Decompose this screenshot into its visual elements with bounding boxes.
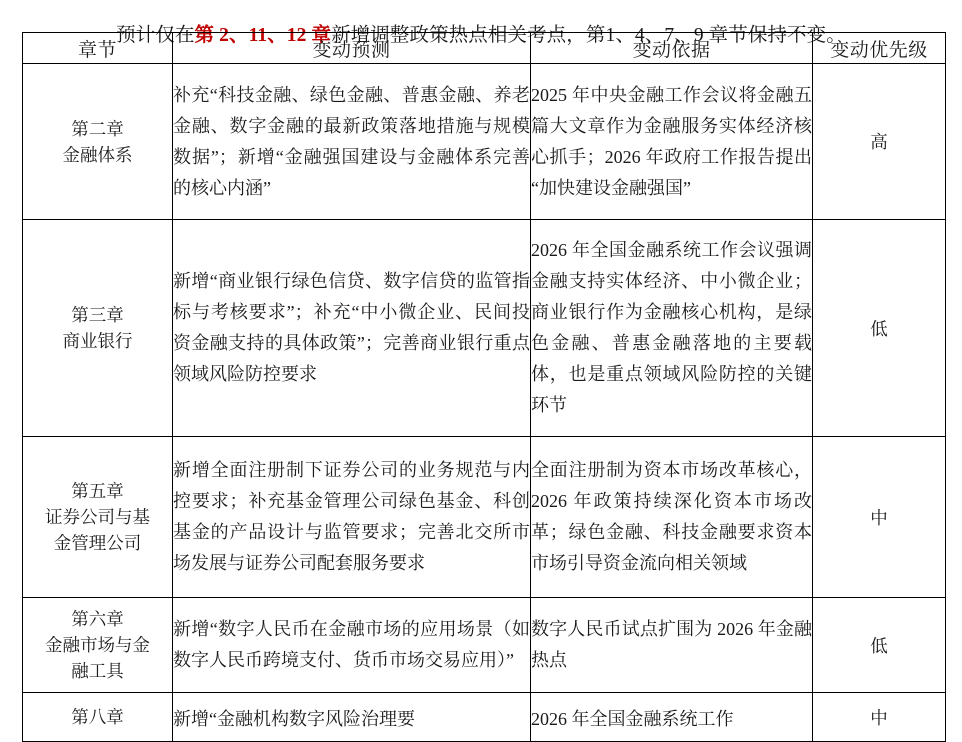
change-forecast-table-container — [22, 32, 945, 742]
cell-basis: 2025 年中央金融工作会议将金融五篇大文章作为金融服务实体经济核心抓手；2026 年政府工作报告提出“加快建设金融强国” — [531, 64, 813, 220]
cell-basis: 数字人民币试点扩围为 2026 年金融热点 — [531, 598, 813, 693]
lead-highlight-chapters: 第 2、11、12 章 — [194, 24, 332, 46]
chapter-line: 第三章 — [71, 305, 124, 325]
column-header-basis: 变动依据 — [531, 33, 813, 64]
cell-forecast: 补充“科技金融、绿色金融、普惠金融、养老金融、数字金融的最新政策落地措施与规模数据”；新增“金融强国建设与金融体系完善的核心内涵” — [173, 64, 531, 220]
cell-forecast: 新增“商业银行绿色信贷、数字信贷的监管指标与考核要求”；补充“中小微企业、民间投资金融支持的具体政策”；完善商业银行重点领域风险防控要求 — [173, 220, 531, 437]
cell-chapter — [23, 64, 173, 220]
chapter-line: 第八章 — [71, 707, 124, 727]
cell-basis: 2026 年全国金融系统工作 — [531, 693, 813, 742]
cell-priority: 低 — [813, 598, 946, 693]
chapter-line: 金管理公司 — [53, 533, 142, 553]
chapter-line: 第五章 — [71, 481, 124, 501]
chapter-line: 金融体系 — [62, 144, 133, 165]
cell-forecast: 新增“数字人民币在金融市场的应用场景（如数字人民币跨境支付、货币市场交易应用）” — [173, 598, 531, 693]
chapter-line: 金融市场与金 — [45, 635, 150, 655]
chapter-line: 第二章 — [71, 118, 124, 139]
table-row — [23, 64, 946, 220]
table-row — [23, 693, 946, 742]
cell-priority: 低 — [813, 220, 946, 437]
change-forecast-table — [22, 32, 946, 742]
cell-forecast: 新增全面注册制下证券公司的业务规范与内控要求；补充基金管理公司绿色基金、科创基金的产品设计与监管要求；完善北交所市场发展与证券公司配套服务要求 — [173, 437, 531, 598]
column-header-priority: 变动优先级 — [813, 33, 946, 64]
cell-priority: 中 — [813, 693, 946, 742]
cell-priority: 高 — [813, 64, 946, 220]
table-header — [23, 33, 946, 64]
table-body — [23, 64, 946, 742]
table-header-row — [23, 33, 946, 64]
cell-chapter — [23, 437, 173, 598]
cell-chapter — [23, 693, 173, 742]
cell-basis: 全面注册制为资本市场改革核心，2026 年政策持续深化资本市场改革；绿色金融、科技金融要求资本市场引导资金流向相关领域 — [531, 437, 813, 598]
cell-chapter — [23, 220, 173, 437]
lead-text-after: 新增调整政策热点相关考点，第1、4、7、9 章节保持不变。 — [331, 24, 846, 46]
cell-forecast: 新增“金融机构数字风险治理要 — [173, 693, 531, 742]
chapter-line: 融工具 — [71, 661, 124, 681]
chapter-line: 第六章 — [71, 609, 124, 629]
cell-basis: 2026 年全国金融系统工作会议强调金融支持实体经济、中小微企业；商业银行作为金融核心机构，是绿色金融、普惠金融落地的主要载体，也是重点领域风险防控的关键环节 — [531, 220, 813, 437]
table-row — [23, 437, 946, 598]
chapter-line: 商业银行 — [62, 331, 133, 351]
column-header-forecast: 变动预测 — [173, 33, 531, 64]
cell-chapter — [23, 598, 173, 693]
cell-priority: 中 — [813, 437, 946, 598]
lead-text-before: 预计仅在 — [116, 24, 195, 46]
chapter-line: 证券公司与基 — [45, 507, 150, 527]
table-row — [23, 220, 946, 437]
column-header-chapter: 章节 — [23, 33, 173, 64]
table-row — [23, 598, 946, 693]
